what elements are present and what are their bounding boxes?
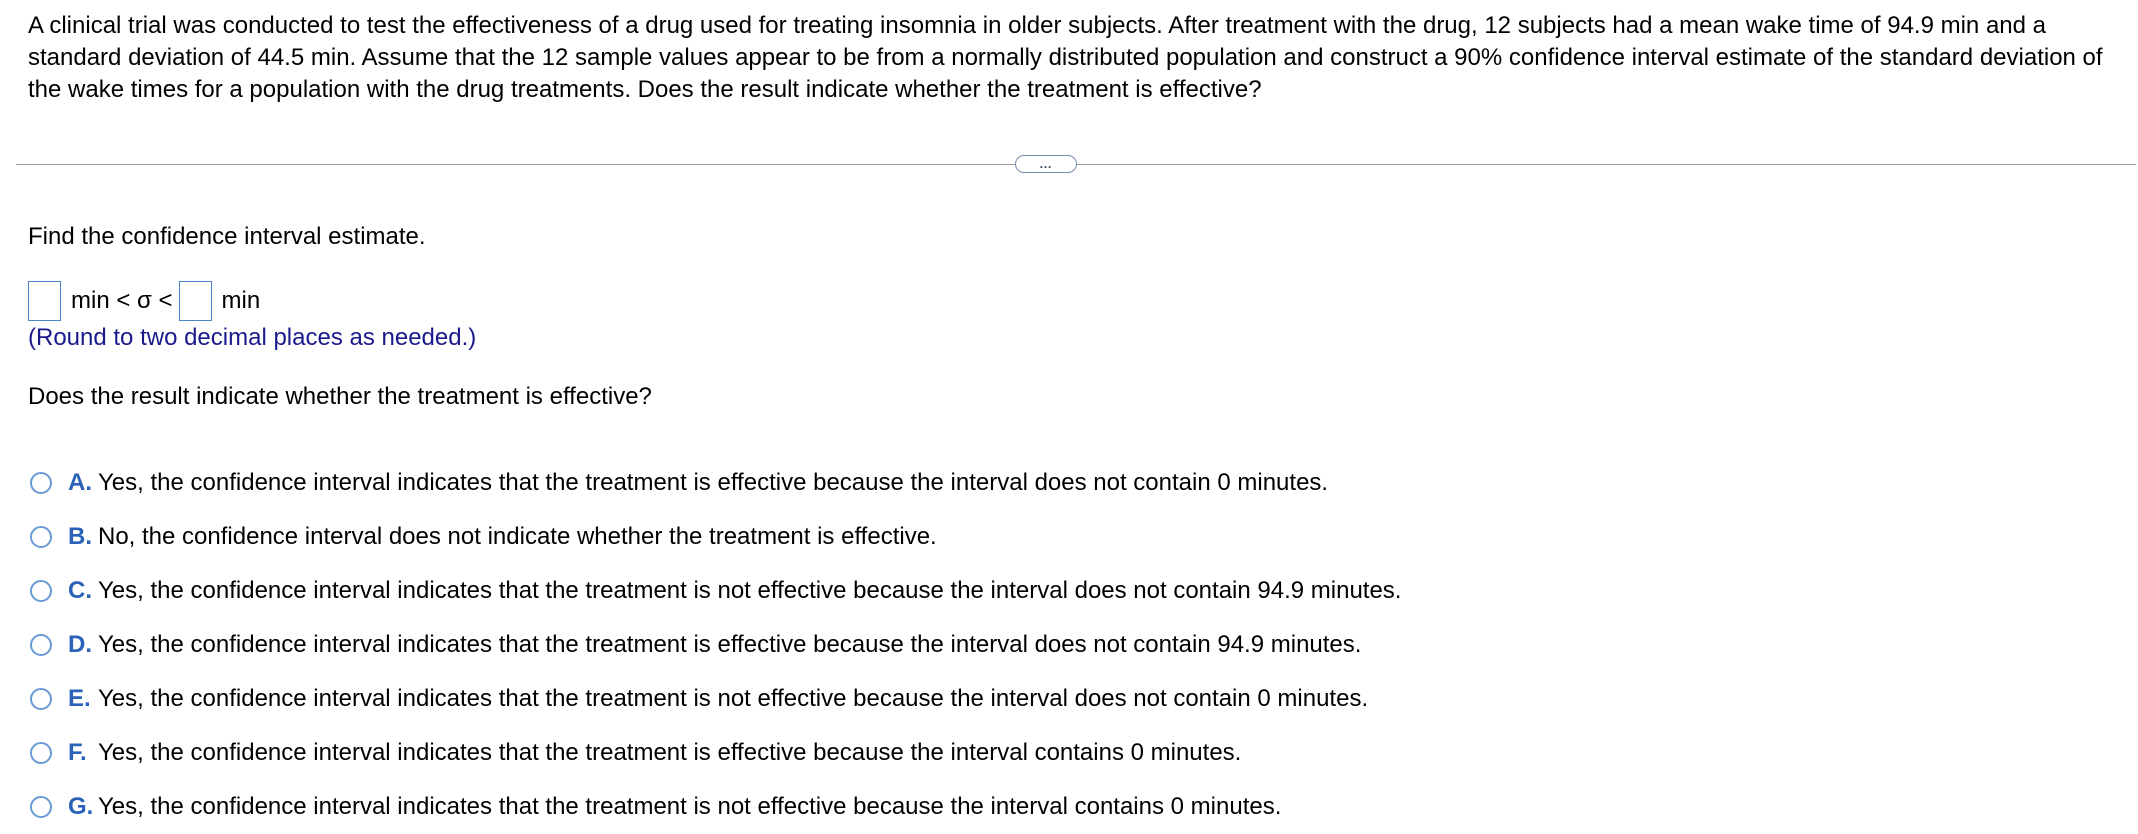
radio-button-icon[interactable]	[30, 796, 52, 818]
option-e[interactable]	[30, 672, 1401, 726]
unit-text: min	[221, 287, 261, 314]
option-text: Yes, the confidence interval indicates that the treatment is not effective because the interval contains 0 minutes.	[98, 793, 1282, 820]
rounding-hint: (Round to two decimal places as needed.)	[28, 324, 477, 351]
option-d[interactable]	[30, 618, 1401, 672]
sigma-inequality-text: min < σ <	[71, 287, 173, 314]
expand-more-button[interactable]: …	[1015, 155, 1077, 173]
interval-answer-row	[28, 280, 266, 322]
answer-options-list	[30, 456, 1401, 834]
radio-button-icon[interactable]	[30, 688, 52, 710]
question-text: A clinical trial was conducted to test the effectiveness of a drug used for treating insomnia in older subjects. After treatment with the drug, 12 subjects had a mean wake time of 94.9 min and a standard deviation of 44.5 min. Assume that the 12 sample values appear to be from a normally distributed population and construct a 90% confidence interval estimate of the standard deviation of the wake times for a population with the drug treatments. Does the result indicate whether the treatment is effective?	[28, 12, 2103, 103]
option-f[interactable]	[30, 726, 1401, 780]
option-letter: A.	[68, 469, 92, 496]
option-b[interactable]	[30, 510, 1401, 564]
upper-bound-input[interactable]	[179, 281, 212, 321]
radio-button-icon[interactable]	[30, 580, 52, 602]
option-text: Yes, the confidence interval indicates that the treatment is effective because the interval contains 0 minutes.	[98, 739, 1242, 766]
option-letter: G.	[68, 793, 94, 820]
lower-bound-input[interactable]	[28, 281, 61, 321]
option-text: Yes, the confidence interval indicates that the treatment is effective because the interval does not contain 94.9 minutes.	[98, 631, 1362, 658]
part1-prompt: Find the confidence interval estimate.	[28, 223, 426, 250]
option-a[interactable]	[30, 456, 1401, 510]
option-text: Yes, the confidence interval indicates that the treatment is not effective because the interval does not contain 0 minutes.	[98, 685, 1369, 712]
option-letter: C.	[68, 577, 92, 604]
radio-button-icon[interactable]	[30, 634, 52, 656]
part2-prompt: Does the result indicate whether the treatment is effective?	[28, 383, 652, 410]
option-g[interactable]	[30, 780, 1401, 834]
option-text: Yes, the confidence interval indicates that the treatment is effective because the interval does not contain 0 minutes.	[98, 469, 1329, 496]
option-letter: F.	[68, 739, 87, 766]
option-letter: D.	[68, 631, 92, 658]
radio-button-icon[interactable]	[30, 526, 52, 548]
radio-button-icon[interactable]	[30, 742, 52, 764]
option-text: No, the confidence interval does not indicate whether the treatment is effective.	[98, 523, 937, 550]
option-text: Yes, the confidence interval indicates that the treatment is not effective because the interval does not contain 94.9 minutes.	[98, 577, 1402, 604]
option-letter: B.	[68, 523, 92, 550]
radio-button-icon[interactable]	[30, 472, 52, 494]
option-letter: E.	[68, 685, 91, 712]
option-c[interactable]	[30, 564, 1401, 618]
